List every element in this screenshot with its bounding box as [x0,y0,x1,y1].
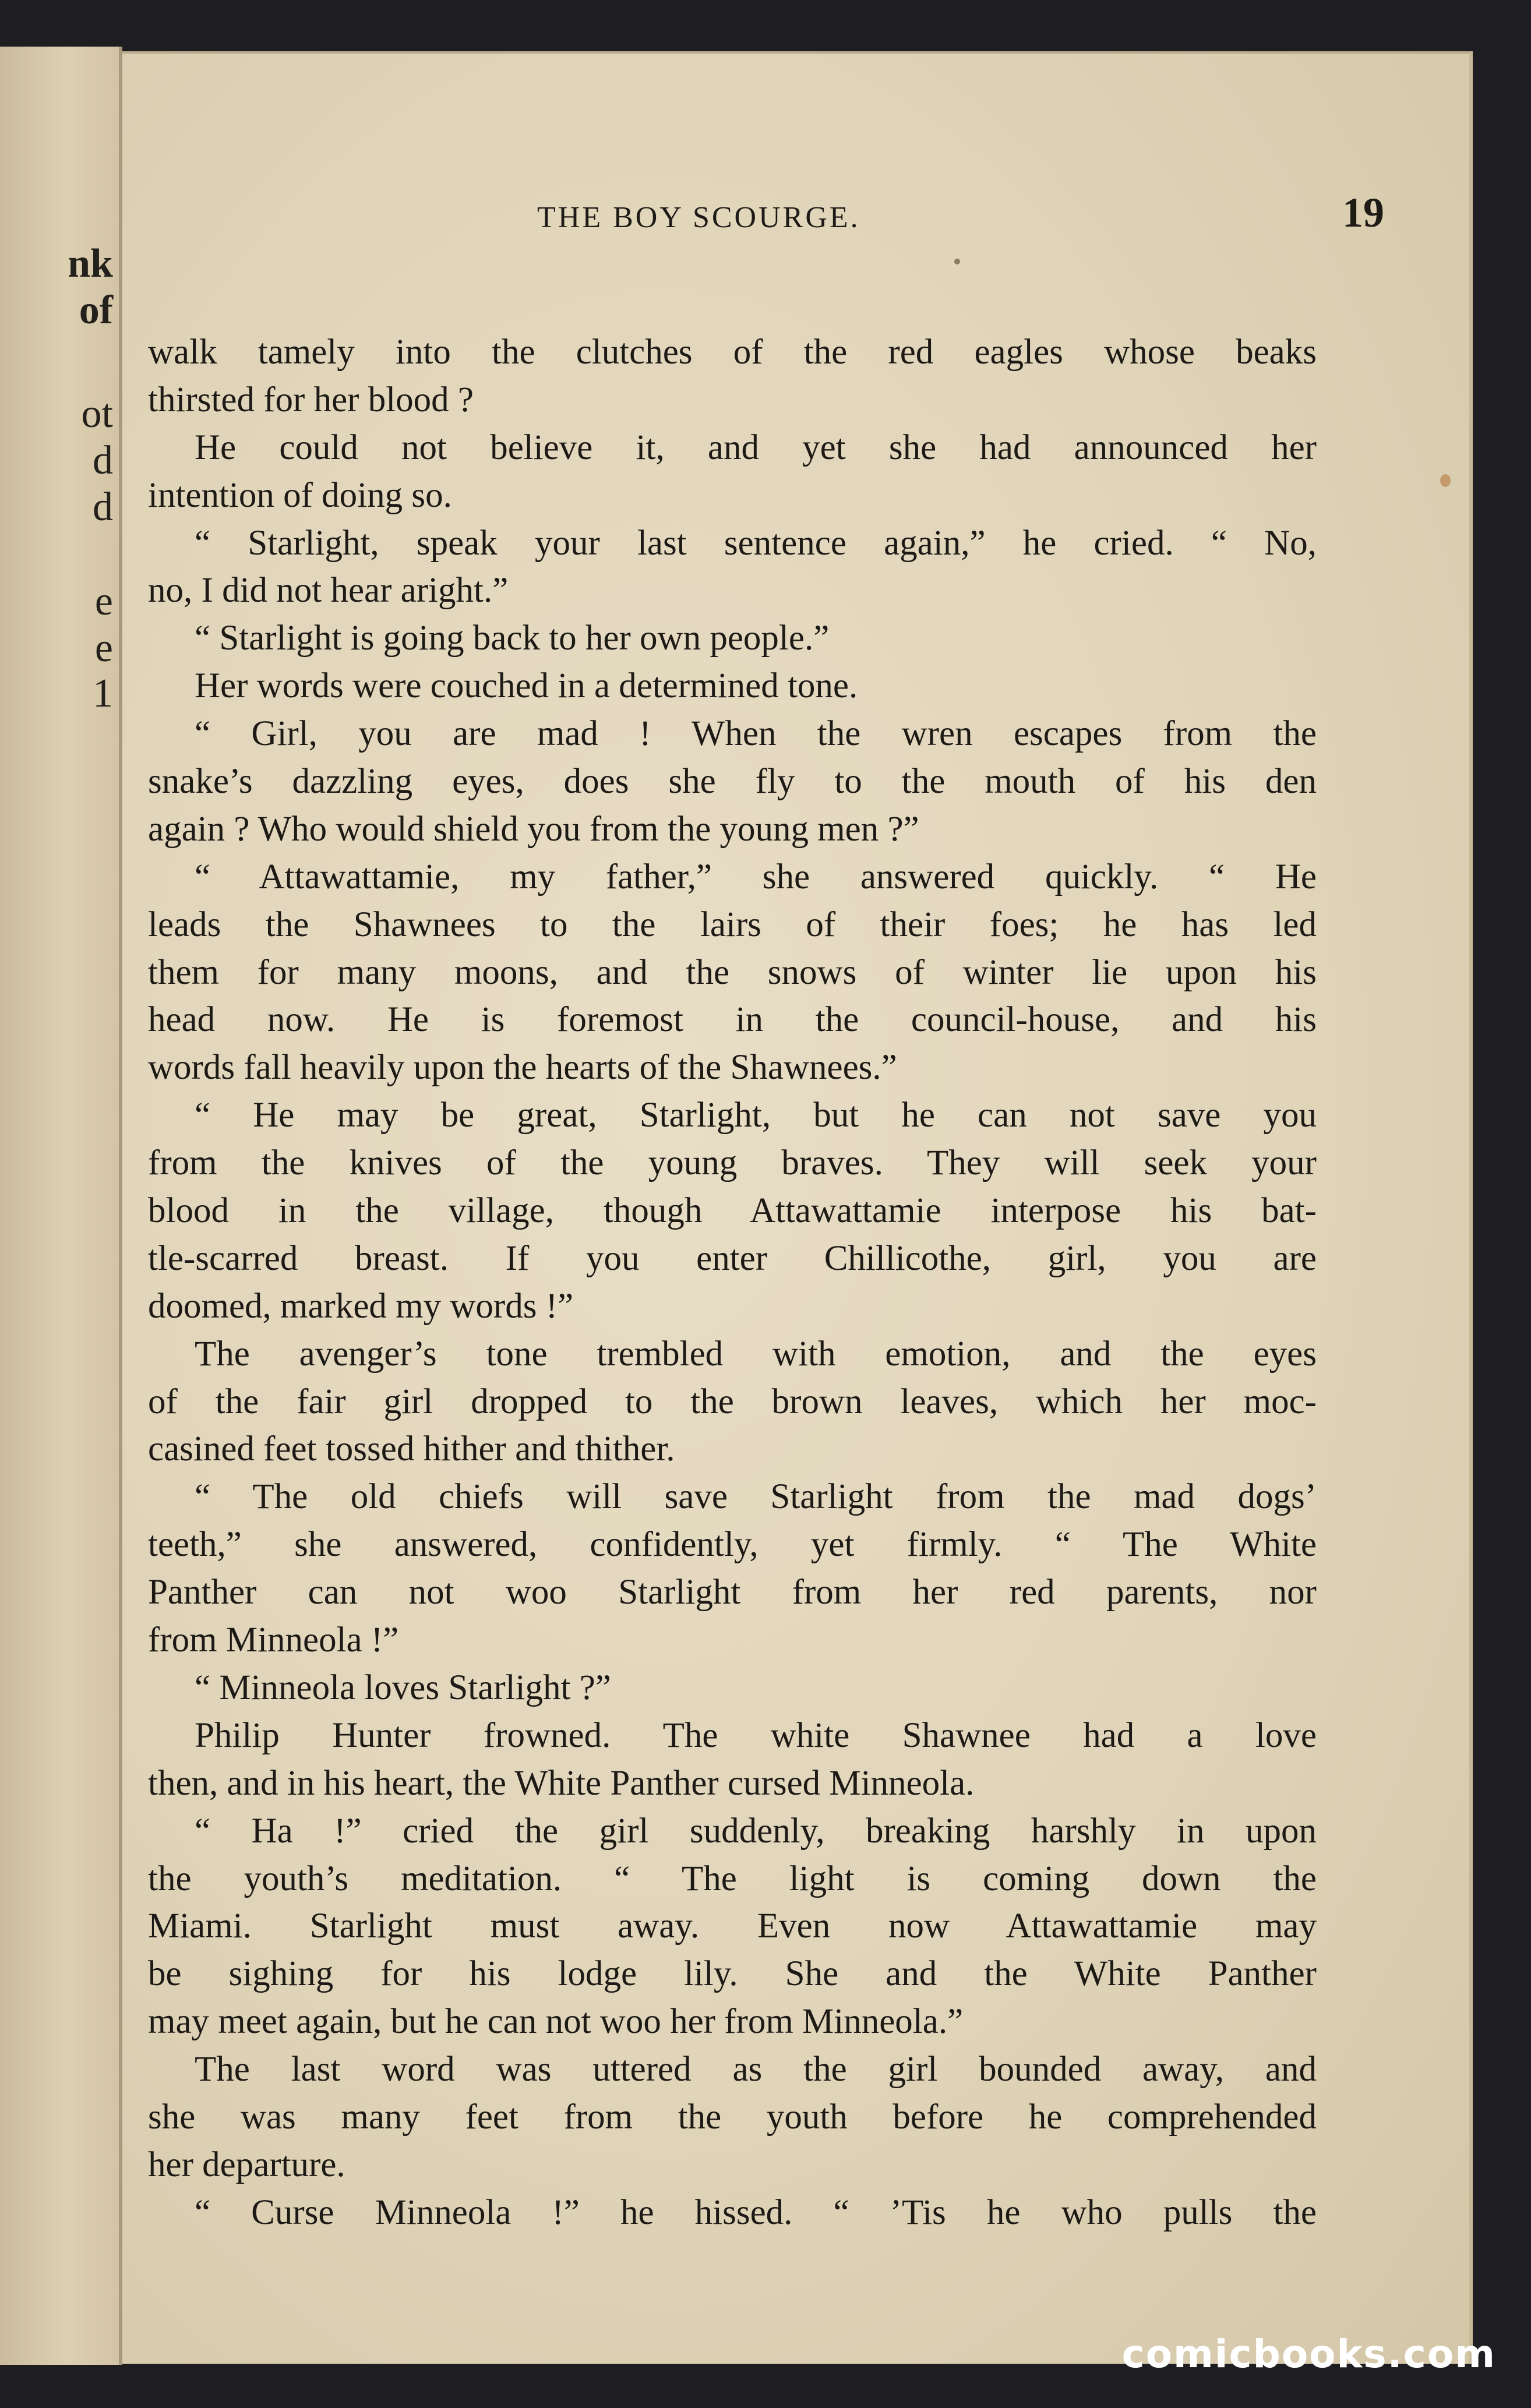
facing-page-fragment: d [93,438,113,483]
facing-page-edge [0,47,122,2365]
text-line: “ Minneola loves Starlight ?” [195,1668,611,1707]
text-line: be sighing for his lodge lily. She and the White Panther [148,1954,1317,1994]
text-line: “ Ha !” cried the girl suddenly, breaking harshly in upon [195,1811,1317,1851]
paper-stain [1440,474,1451,487]
text-line: from the knives of the young braves. They will seek your [148,1143,1317,1183]
page-header [122,189,1469,253]
facing-page-fragment: ot [81,391,113,436]
text-line: again ? Who would shield you from the young men ?” [148,809,919,849]
body-text [148,329,1317,2237]
facing-page-fragment: e [94,579,113,624]
text-line: from Minneola !” [148,1620,399,1660]
text-line: teeth,” she answered, confidently, yet firmly. “ The White [148,1525,1317,1565]
text-line: “ Girl, you are mad ! When the wren escapes from the [195,714,1317,754]
text-line: The last word was uttered as the girl bounded away, and [195,2050,1317,2089]
text-line: Her words were couched in a determined tone. [195,666,858,706]
text-line: “ The old chiefs will save Starlight from the mad dogs’ [195,1477,1317,1517]
text-line: “ Attawattamie, my father,” she answered quickly. “ He [195,857,1317,896]
text-line: The avenger’s tone trembled with emotion, and the eyes [195,1334,1317,1374]
text-line: walk tamely into the clutches of the red eagles whose beaks [148,333,1317,372]
text-line: she was many feet from the youth before he comprehended [148,2097,1317,2137]
text-line: intention of doing so. [148,475,452,515]
paper-stain [954,259,960,264]
text-line: then, and in his heart, the White Panther cursed Minneola. [148,1763,975,1803]
page-number: 19 [1342,189,1384,236]
facing-page-fragment: e [94,626,113,670]
facing-page-fragment: 1 [93,671,113,716]
text-line: Panther can not woo Starlight from her red parents, nor [148,1573,1317,1612]
running-title: THE BOY SCOURGE. [537,201,860,234]
text-line: her departure. [148,2145,345,2184]
text-line: words fall heavily upon the hearts of the Shawnees.” [148,1048,897,1088]
text-line: leads the Shawnees to the lairs of their foes; he has led [148,905,1317,944]
text-line: “ He may be great, Starlight, but he can not save you [195,1096,1317,1135]
text-line: blood in the village, though Attawattamie interpose his bat- [148,1191,1317,1231]
text-line: thirsted for her blood ? [148,380,474,419]
watermark: comicbooks.com [1121,2332,1496,2377]
text-line: snake’s dazzling eyes, does she fly to the mouth of his den [148,762,1317,802]
text-line: doomed, marked my words !” [148,1286,574,1326]
text-line: “ Curse Minneola !” he hissed. “ ’Tis he who pulls the [195,2192,1317,2232]
text-line: tle-scarred breast. If you enter Chillicothe, girl, you are [148,1238,1317,1278]
text-line: casined feet tossed hither and thither. [148,1429,675,1469]
text-line: no, I did not hear aright.” [148,571,509,610]
text-line: of the fair girl dropped to the brown leaves, which her moc- [148,1382,1317,1421]
text-line: Philip Hunter frowned. The white Shawnee had a love [195,1715,1317,1755]
text-line: them for many moons, and the snows of winter lie upon his [148,952,1317,992]
text-line: may meet again, but he can not woo her from Minneola.” [148,2002,964,2042]
text-line: “ Starlight, speak your last sentence again,” he cried. “ No, [195,523,1317,563]
book-page [122,51,1473,2364]
text-line: He could not believe it, and yet she had announced her [195,428,1317,467]
text-line: the youth’s meditation. “ The light is coming down the [148,1859,1317,1898]
facing-page-fragment: of [79,288,113,333]
facing-page-fragment: d [93,485,113,529]
facing-page-fragment: nk [68,241,113,286]
text-line: Miami. Starlight must away. Even now Attawattamie may [148,1906,1317,1946]
text-line: head now. He is foremost in the council-house, and his [148,1000,1317,1040]
text-line: “ Starlight is going back to her own people.” [195,619,830,658]
